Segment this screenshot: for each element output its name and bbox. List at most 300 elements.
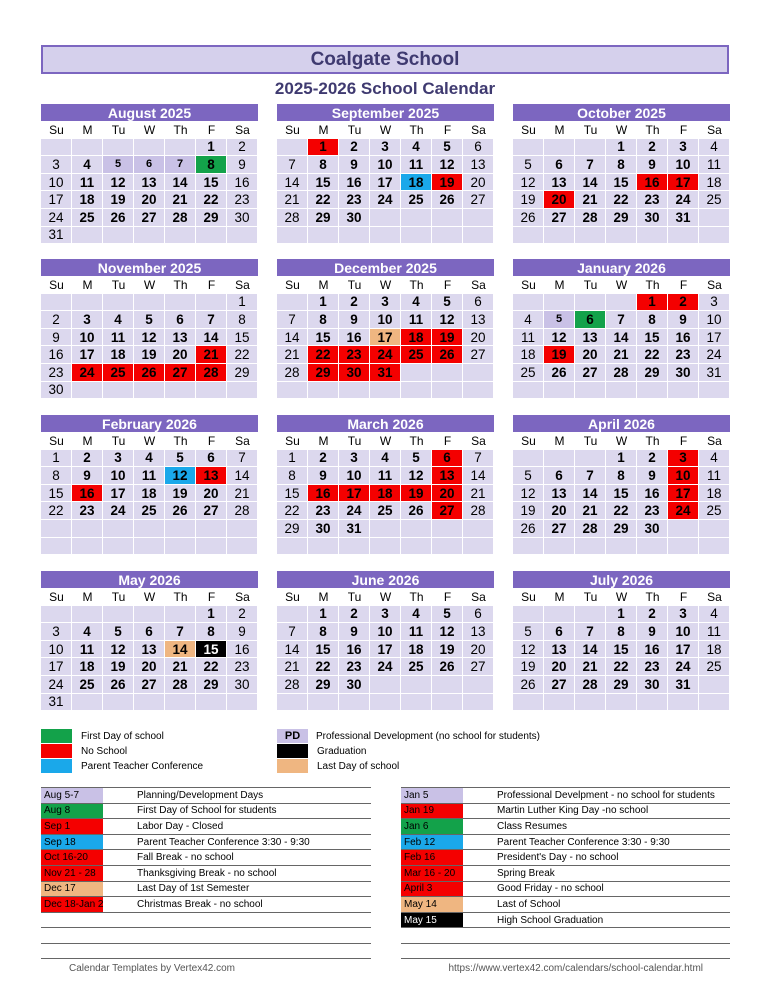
day-of-week-header: F (196, 276, 227, 294)
event-date: May 15 (401, 913, 463, 928)
calendar-day: 10 (103, 467, 134, 485)
calendar-day: 9 (308, 467, 339, 485)
day-of-week-header: W (370, 432, 401, 450)
day-of-week-header: F (432, 588, 463, 606)
calendar-day: 18 (699, 174, 730, 192)
legend-pd-swatch: PD (277, 729, 308, 743)
calendar-empty-cell (699, 209, 730, 227)
calendar-day: 18 (134, 485, 165, 503)
event-row (41, 896, 371, 912)
event-row (401, 896, 730, 912)
day-of-week-header: Th (637, 276, 668, 294)
calendar-empty-cell (544, 450, 575, 468)
day-of-week-header: M (72, 432, 103, 450)
calendar-day: 20 (544, 191, 575, 209)
calendar-empty-cell (227, 382, 258, 400)
calendar-day: 8 (41, 467, 72, 485)
calendar-empty-cell (370, 694, 401, 712)
calendar-empty-cell (41, 538, 72, 556)
calendar-day: 29 (308, 209, 339, 227)
calendar-day: 29 (637, 364, 668, 382)
calendar-empty-cell (513, 538, 544, 556)
calendar-day: 16 (308, 485, 339, 503)
event-row (41, 787, 371, 803)
month-grid (277, 276, 494, 399)
calendar-day: 24 (668, 658, 699, 676)
calendar-empty-cell (134, 227, 165, 245)
day-of-week-header: Tu (339, 432, 370, 450)
calendar-day: 3 (668, 139, 699, 157)
calendar-empty-cell (41, 294, 72, 312)
event-row (401, 803, 730, 819)
calendar-day: 30 (637, 676, 668, 694)
legend-ptc-swatch (41, 759, 72, 773)
calendar-day: 30 (339, 364, 370, 382)
calendar-day: 24 (41, 676, 72, 694)
month-grid (277, 588, 494, 711)
event-row (401, 834, 730, 850)
calendar-day: 6 (575, 311, 606, 329)
calendar-empty-cell (637, 382, 668, 400)
month-title: January 2026 (513, 259, 730, 276)
calendar-empty-cell (544, 382, 575, 400)
footer-url: https://www.vertex42.com/calendars/school-calendar.html (448, 963, 703, 974)
calendar-day: 3 (370, 139, 401, 157)
calendar-day: 16 (339, 174, 370, 192)
day-of-week-header: Th (637, 588, 668, 606)
calendar-day: 15 (196, 641, 227, 659)
calendar-day: 4 (401, 294, 432, 312)
calendar-empty-cell (370, 209, 401, 227)
calendar-day: 26 (103, 209, 134, 227)
day-of-week-header: Th (401, 432, 432, 450)
calendar-day: 16 (637, 485, 668, 503)
calendar-day: 27 (463, 658, 494, 676)
calendar-day: 25 (699, 191, 730, 209)
day-of-week-header: Su (513, 121, 544, 139)
month-title: November 2025 (41, 259, 258, 276)
calendar-day: 28 (196, 364, 227, 382)
calendar-empty-cell (339, 227, 370, 245)
calendar-day: 22 (227, 346, 258, 364)
event-description: Last Day of 1st Semester (137, 883, 250, 895)
calendar-empty-cell (339, 694, 370, 712)
month-calendar (41, 259, 258, 399)
calendar-day: 4 (699, 606, 730, 624)
event-date: Jan 6 (401, 819, 463, 834)
calendar-day: 2 (72, 450, 103, 468)
day-of-week-header: F (668, 432, 699, 450)
calendar-day: 25 (134, 502, 165, 520)
calendar-empty-cell (575, 139, 606, 157)
calendar-day: 3 (699, 294, 730, 312)
event-row (41, 834, 371, 850)
calendar-day: 24 (103, 502, 134, 520)
calendar-empty-cell (668, 538, 699, 556)
calendar-day: 1 (637, 294, 668, 312)
calendar-day: 28 (606, 364, 637, 382)
calendar-day: 31 (41, 227, 72, 245)
calendar-day: 11 (699, 156, 730, 174)
calendar-day: 31 (370, 364, 401, 382)
calendar-empty-cell (134, 520, 165, 538)
calendar-day: 8 (606, 156, 637, 174)
calendar-day: 9 (41, 329, 72, 347)
day-of-week-header: W (134, 588, 165, 606)
calendar-day: 18 (699, 641, 730, 659)
calendar-day: 17 (370, 174, 401, 192)
calendar-day: 5 (544, 311, 575, 329)
event-date: Feb 16 (401, 850, 463, 865)
calendar-day: 18 (103, 346, 134, 364)
calendar-day: 19 (134, 346, 165, 364)
calendar-day: 14 (575, 641, 606, 659)
day-of-week-header: M (544, 276, 575, 294)
calendar-empty-cell (196, 538, 227, 556)
calendar-day: 23 (637, 502, 668, 520)
calendar-day: 11 (370, 467, 401, 485)
calendar-day: 3 (339, 450, 370, 468)
calendar-day: 21 (196, 346, 227, 364)
calendar-empty-cell (699, 538, 730, 556)
calendar-day: 19 (103, 658, 134, 676)
calendar-day: 26 (513, 209, 544, 227)
calendar-day: 8 (606, 623, 637, 641)
calendar-day: 15 (308, 641, 339, 659)
calendar-day: 22 (308, 658, 339, 676)
calendar-day: 29 (606, 676, 637, 694)
calendar-empty-cell (227, 520, 258, 538)
day-of-week-header: W (606, 588, 637, 606)
legend-first-day (41, 729, 164, 743)
calendar-day: 11 (401, 623, 432, 641)
calendar-day: 7 (277, 311, 308, 329)
event-date: Jan 19 (401, 804, 463, 819)
month-grid (513, 276, 730, 399)
day-of-week-header: F (432, 432, 463, 450)
calendar-day: 26 (103, 676, 134, 694)
calendar-day: 27 (134, 676, 165, 694)
event-row (401, 912, 730, 928)
calendar-empty-cell (134, 382, 165, 400)
day-of-week-header: Sa (699, 588, 730, 606)
calendar-day: 8 (196, 623, 227, 641)
day-of-week-header: Th (165, 276, 196, 294)
legend-last-day (277, 759, 399, 773)
calendar-day: 22 (277, 502, 308, 520)
calendar-empty-cell (401, 538, 432, 556)
calendar-day: 19 (165, 485, 196, 503)
month-grid (41, 121, 258, 244)
calendar-empty-cell (668, 520, 699, 538)
calendar-day: 29 (196, 676, 227, 694)
event-date: Dec 17 (41, 882, 103, 897)
calendar-day: 12 (432, 156, 463, 174)
calendar-empty-cell (72, 694, 103, 712)
calendar-day: 7 (277, 623, 308, 641)
calendar-day: 20 (432, 485, 463, 503)
calendar-day: 26 (165, 502, 196, 520)
calendar-day: 27 (463, 346, 494, 364)
calendar-day: 12 (134, 329, 165, 347)
month-grid (41, 276, 258, 399)
calendar-empty-cell (575, 227, 606, 245)
calendar-day: 12 (513, 174, 544, 192)
calendar-day: 2 (637, 450, 668, 468)
calendar-day: 5 (134, 311, 165, 329)
calendar-empty-cell (401, 694, 432, 712)
calendar-empty-cell (103, 294, 134, 312)
event-date (41, 944, 103, 958)
calendar-day: 15 (637, 329, 668, 347)
event-date: Aug 8 (41, 804, 103, 819)
calendar-day: 16 (41, 346, 72, 364)
calendar-empty-cell (196, 382, 227, 400)
calendar-day: 24 (370, 658, 401, 676)
calendar-empty-cell (699, 382, 730, 400)
calendar-day: 5 (513, 623, 544, 641)
event-row (401, 881, 730, 897)
calendar-empty-cell (103, 520, 134, 538)
calendar-empty-cell (463, 364, 494, 382)
day-of-week-header: F (196, 588, 227, 606)
month-grid (41, 588, 258, 711)
day-of-week-header: Th (165, 432, 196, 450)
calendar-empty-cell (668, 227, 699, 245)
calendar-day: 6 (463, 139, 494, 157)
event-date: Sep 18 (41, 835, 103, 850)
calendar-empty-cell (513, 294, 544, 312)
day-of-week-header: Tu (575, 432, 606, 450)
calendar-day: 21 (277, 658, 308, 676)
day-of-week-header: W (370, 121, 401, 139)
calendar-day: 30 (668, 364, 699, 382)
calendar-empty-cell (668, 694, 699, 712)
calendar-day: 21 (575, 502, 606, 520)
calendar-day: 8 (308, 156, 339, 174)
event-date (41, 928, 103, 943)
month-calendar (41, 415, 258, 555)
legend-last-day-label: Last Day of school (317, 760, 400, 772)
legend-pd (277, 729, 540, 743)
calendar-empty-cell (103, 139, 134, 157)
calendar-empty-cell (606, 382, 637, 400)
calendar-day: 14 (227, 467, 258, 485)
calendar-day: 4 (513, 311, 544, 329)
events-table-left (41, 787, 371, 959)
calendar-day: 23 (668, 346, 699, 364)
calendar-day: 3 (668, 606, 699, 624)
day-of-week-header: Sa (227, 121, 258, 139)
calendar-day: 19 (513, 658, 544, 676)
event-row (41, 881, 371, 897)
calendar-day: 9 (637, 156, 668, 174)
calendar-empty-cell (277, 694, 308, 712)
calendar-day: 18 (401, 641, 432, 659)
calendar-empty-cell (277, 538, 308, 556)
calendar-day: 2 (339, 606, 370, 624)
calendar-day: 16 (227, 641, 258, 659)
calendar-day: 3 (668, 450, 699, 468)
calendar-day: 22 (41, 502, 72, 520)
calendar-day: 27 (432, 502, 463, 520)
calendar-day: 14 (196, 329, 227, 347)
calendar-day: 20 (134, 658, 165, 676)
calendar-empty-cell (165, 538, 196, 556)
calendar-empty-cell (165, 606, 196, 624)
calendar-day: 8 (308, 623, 339, 641)
calendar-day: 13 (544, 174, 575, 192)
day-of-week-header: M (72, 588, 103, 606)
calendar-day: 4 (370, 450, 401, 468)
calendar-day: 12 (544, 329, 575, 347)
calendar-day: 22 (308, 346, 339, 364)
day-of-week-header: Th (401, 121, 432, 139)
day-of-week-header: Sa (463, 432, 494, 450)
month-title: September 2025 (277, 104, 494, 121)
calendar-day: 25 (103, 364, 134, 382)
day-of-week-header: Tu (575, 276, 606, 294)
calendar-day: 23 (339, 658, 370, 676)
event-description: Parent Teacher Conference 3:30 - 9:30 (497, 836, 670, 848)
calendar-day: 19 (432, 329, 463, 347)
event-description: Planning/Development Days (137, 789, 264, 801)
calendar-empty-cell (432, 364, 463, 382)
calendar-empty-cell (513, 694, 544, 712)
calendar-day: 26 (432, 346, 463, 364)
calendar-day: 22 (308, 191, 339, 209)
calendar-empty-cell (72, 382, 103, 400)
day-of-week-header: Sa (699, 121, 730, 139)
event-date (401, 944, 463, 958)
month-calendar (513, 415, 730, 555)
month-title: August 2025 (41, 104, 258, 121)
event-date: Oct 16-20 (41, 850, 103, 865)
calendar-day: 3 (370, 606, 401, 624)
calendar-day: 1 (277, 450, 308, 468)
calendar-day: 4 (72, 156, 103, 174)
calendar-day: 27 (196, 502, 227, 520)
calendar-empty-cell (103, 538, 134, 556)
day-of-week-header: Su (277, 432, 308, 450)
calendar-empty-cell (463, 520, 494, 538)
calendar-day: 31 (339, 520, 370, 538)
calendar-day: 30 (227, 676, 258, 694)
calendar-day: 10 (370, 311, 401, 329)
calendar-empty-cell (103, 227, 134, 245)
month-title: May 2026 (41, 571, 258, 588)
calendar-day: 12 (432, 311, 463, 329)
calendar-day: 24 (699, 346, 730, 364)
calendar-day: 23 (339, 191, 370, 209)
calendar-day: 13 (463, 311, 494, 329)
day-of-week-header: Tu (103, 121, 134, 139)
calendar-day: 7 (165, 623, 196, 641)
calendar-day: 2 (339, 139, 370, 157)
day-of-week-header: Tu (339, 276, 370, 294)
calendar-day: 19 (103, 191, 134, 209)
calendar-day: 14 (277, 641, 308, 659)
calendar-empty-cell (134, 538, 165, 556)
calendar-day: 1 (606, 139, 637, 157)
day-of-week-header: Su (277, 588, 308, 606)
calendar-day: 1 (196, 606, 227, 624)
calendar-day: 19 (513, 502, 544, 520)
event-description: Good Friday - no school (497, 883, 604, 895)
calendar-day: 12 (401, 467, 432, 485)
calendar-day: 12 (513, 485, 544, 503)
calendar-day: 4 (699, 450, 730, 468)
day-of-week-header: W (134, 432, 165, 450)
calendar-day: 12 (103, 641, 134, 659)
event-description: Labor Day - Closed (137, 820, 224, 832)
calendar-day: 14 (575, 174, 606, 192)
calendar-day: 12 (165, 467, 196, 485)
calendar-day: 11 (401, 156, 432, 174)
calendar-day: 20 (575, 346, 606, 364)
calendar-day: 26 (401, 502, 432, 520)
day-of-week-header: W (606, 432, 637, 450)
calendar-day: 29 (606, 209, 637, 227)
calendar-day: 1 (308, 139, 339, 157)
day-of-week-header: F (196, 432, 227, 450)
event-description: Fall Break - no school (137, 852, 234, 864)
calendar-day: 25 (72, 209, 103, 227)
calendar-day: 6 (165, 311, 196, 329)
day-of-week-header: Tu (103, 276, 134, 294)
calendar-day: 15 (227, 329, 258, 347)
calendar-empty-cell (165, 382, 196, 400)
day-of-week-header: W (134, 121, 165, 139)
calendar-day: 31 (668, 676, 699, 694)
calendar-day: 20 (134, 191, 165, 209)
calendar-empty-cell (463, 676, 494, 694)
calendar-day: 28 (277, 364, 308, 382)
calendar-day: 25 (370, 502, 401, 520)
calendar-empty-cell (370, 676, 401, 694)
calendar-day: 8 (277, 467, 308, 485)
day-of-week-header: Su (41, 121, 72, 139)
calendar-day: 30 (308, 520, 339, 538)
calendar-day: 8 (196, 156, 227, 174)
event-date: Mar 16 - 20 (401, 866, 463, 881)
calendar-empty-cell (463, 538, 494, 556)
calendar-day: 13 (575, 329, 606, 347)
day-of-week-header: M (544, 432, 575, 450)
calendar-day: 5 (401, 450, 432, 468)
calendar-empty-cell (277, 606, 308, 624)
calendar-day: 22 (196, 658, 227, 676)
day-of-week-header: Su (41, 432, 72, 450)
calendar-day: 31 (668, 209, 699, 227)
calendar-empty-cell (432, 382, 463, 400)
calendar-day: 17 (370, 329, 401, 347)
calendar-day: 9 (339, 156, 370, 174)
calendar-day: 28 (575, 520, 606, 538)
calendar-day: 7 (606, 311, 637, 329)
calendar-day: 15 (277, 485, 308, 503)
day-of-week-header: F (196, 121, 227, 139)
calendar-day: 20 (165, 346, 196, 364)
calendar-day: 8 (308, 311, 339, 329)
calendar-empty-cell (575, 382, 606, 400)
calendar-empty-cell (339, 538, 370, 556)
calendar-day: 7 (463, 450, 494, 468)
calendar-day: 5 (513, 467, 544, 485)
calendar-day: 29 (308, 676, 339, 694)
calendar-day: 15 (308, 174, 339, 192)
calendar-empty-cell (432, 209, 463, 227)
